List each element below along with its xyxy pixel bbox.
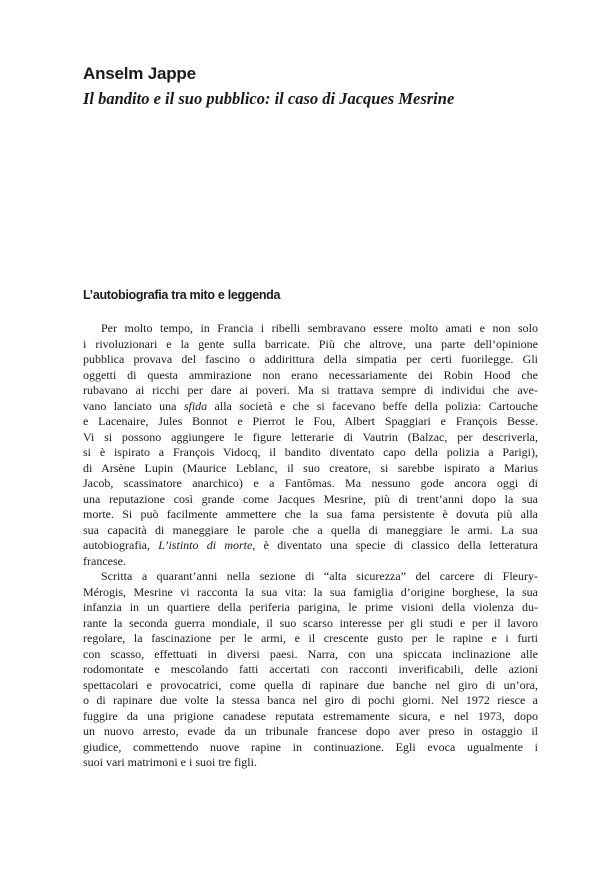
paragraph-2 <box>83 569 538 771</box>
text-line: giudice, commettendo nuove rapine in continuazione. Egli evoca ugualmente i <box>83 739 538 754</box>
text-line: fuggire da una prigione canadese reputata estremamente sicura, e nel 1973, dopo <box>83 708 538 723</box>
emphasis-text: L’istinto di morte <box>158 538 253 552</box>
text-line: oggetti di questa ammirazione non erano necessariamente dei Robin Hood che <box>83 367 538 382</box>
text-line: di Arsène Lupin (Maurice Leblanc, il suo creatore, si sarebbe ispirato a Marius <box>83 460 538 475</box>
emphasis-text: sfida <box>183 398 208 413</box>
text-line: una reputazione così grande come Jacques Mesrine, più di trent’anni dopo la sua <box>83 491 538 506</box>
text-line: spettacolari e provocatrici, come quella di rapinare due banche nel giro di un’ora, <box>83 677 538 692</box>
text-line: Jacob, scassinatore anarchico) e a Fantômas. Ma nessuno gode ancora oggi di <box>83 476 538 490</box>
text-line: sua capacità di maneggiare le parole che a quella di maneggiare le armi. La sua <box>83 522 538 537</box>
text-line: i rivoluzionari e la gente sulla barricate. Più che altrove, una parte dell’opinione <box>83 336 538 351</box>
text-line: infanzia in un quartiere della periferia parigina, le prime visioni della violenza du- <box>83 600 538 614</box>
text-line: suoi vari matrimoni e i suoi tre figli. <box>83 755 257 769</box>
text-line: Mérogis, Mesrine vi racconta la sua vita: la sua famiglia d’origine borghese, la sua <box>83 584 538 599</box>
article-body <box>83 321 538 771</box>
text-line: rante la seconda guerra mondiale, il suo scarso interesse per gli studi e per il lavoro <box>83 615 538 630</box>
text-line: vano lanciato una sfida alla società e che si facevano beffe della polizia: Cartouche <box>83 398 539 413</box>
text-line: Vi si possono aggiungere le figure letterarie di Vautrin (Balzac, per descriverla, <box>83 429 538 444</box>
text-line: pubblica provava del fascino o addirittura della simpatia per certi fuorilegge. Gli <box>83 352 538 366</box>
text-line: e Lacenaire, Jules Bonnot e Pierrot le Fou, Albert Spaggiari e François Besse. <box>83 414 538 428</box>
text-line: rubavano ai ricchi per dare ai poveri. Ma si trattava sempre di individui che ave- <box>83 383 538 397</box>
text-line: morte. Si può facilmente ammettere che la sua fama persistente è dovuta più alla <box>83 507 538 521</box>
text-line: Per molto tempo, in Francia i ribelli sembravano essere molto amati e non solo <box>101 321 538 335</box>
article-title: Il bandito e il suo pubblico: il caso di Jacques Mesrine <box>83 89 455 108</box>
author-name: Anselm Jappe <box>83 64 196 83</box>
text-line: regolare, la fascinazione per le armi, e il crescente gusto per le rapine e i furti <box>83 631 538 645</box>
text-line: francese. <box>83 553 126 568</box>
text-line: un nuovo arresto, evade da un tribunale francese dopo aver preso in ostaggio il <box>83 724 538 738</box>
text-line: rodomontate e mescolando fatti accertati con racconti inverificabili, delle azioni <box>83 662 538 676</box>
text-line: Scritta a quarant’anni nella sezione di “alta sicurezza” del carcere di Fleury- <box>101 569 538 583</box>
text-line: con scasso, effettuati in diversi paesi. Narra, con una spiccata inclinazione alle <box>83 646 538 661</box>
text-line: autobiografia, L’istinto di morte, è diventato una specie di classico della letteratura <box>83 538 539 552</box>
paragraph-1 <box>83 321 538 569</box>
section-heading: L’autobiografia tra mito e leggenda <box>83 288 281 302</box>
text-line: o di rapinare due volte la stessa banca nel giro di pochi giorni. Nel 1972 riesce a <box>83 693 538 707</box>
text-line: si è ispirato a François Vidocq, il bandito diventato capo della polizia a Parigi), <box>83 445 538 459</box>
